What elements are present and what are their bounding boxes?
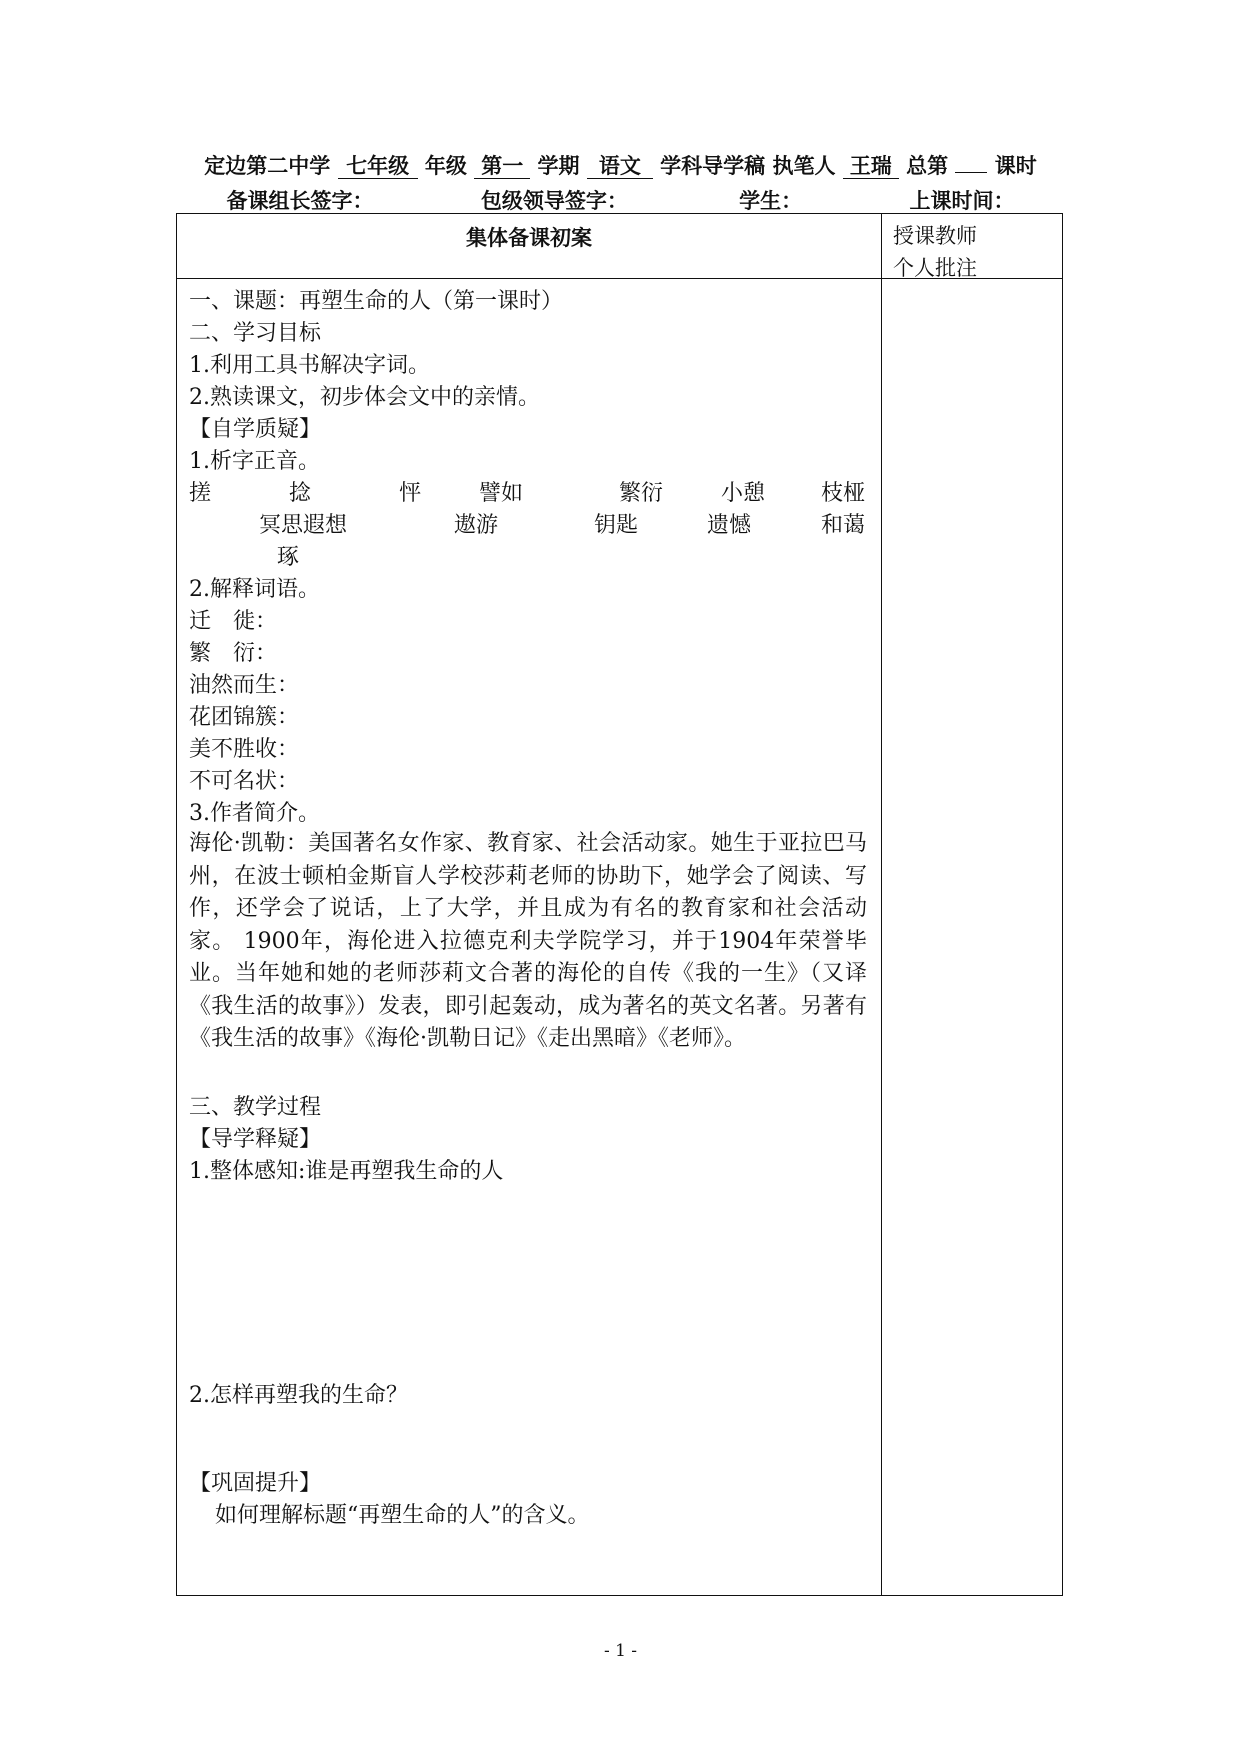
lesson-topic: 一、课题：再塑生命的人（第一课时） [189,289,564,314]
term-item: 不可名状： [189,769,300,794]
guided-question-2: 2.怎样再塑我的生命？ [189,1383,408,1408]
word: 譬如 [479,481,524,506]
teacher-notes-header [893,220,977,284]
word: 搓 [189,481,212,506]
supervisor-sign-label: 包级领导签字： [480,189,628,213]
word: 遨游 [454,513,499,538]
column-divider [881,214,882,1595]
word: 枝桠 [821,481,866,506]
word: 遗憾 [707,513,752,538]
author-value: 王瑞 [843,154,899,179]
grade-label: 年级 [424,154,467,178]
guided-learning-heading: 【导学释疑】 [189,1127,322,1152]
document-title-line [0,150,1241,180]
word: 小憩 [721,481,766,506]
term-item: 油然而生： [189,673,300,698]
word: 和蔼 [821,513,866,538]
total-label: 总第 [906,154,949,178]
grade-value: 七年级 [338,154,418,179]
consolidation-heading: 【巩固提升】 [189,1471,322,1496]
student-sign-label: 学生： [739,189,803,213]
leader-sign-label: 备课组长签字： [226,189,374,213]
word-meaning-question: 2.解释词语。 [189,577,320,602]
word: 怦 [399,481,422,506]
consolidation-question: 如何理解标题“再塑生命的人”的含义。 [215,1503,590,1528]
signature-line [0,185,1241,215]
author-intro-paragraph: 海伦·凯勒：美国著名女作家、教育家、社会活动家。她生于亚拉巴马州，在波士顿柏金斯盲人学校莎莉老师的协助下，她学会了阅读、写作，还学会了说话，上了大学，并且成为有名的教育家和社会活动家。 1900年，海伦进入拉德克利夫学院学习，并于1904年荣誉毕业。当年她和她的老师莎莉文合著的海伦的自传《我的一生》（又译《我生活的故事》）发表，即引起轰动，成为著名的英文名著。另著有《我生活的故事》《海伦·凯勒日记》《走出黑暗》《老师》。 [189,831,867,1051]
word: 捻 [289,481,312,506]
teacher-notes-header-line1: 授课教师 [893,224,977,248]
learning-goal-2: 2.熟读课文，初步体会文中的亲情。 [189,385,540,410]
term-item: 美不胜收： [189,737,300,762]
word: 钥匙 [594,513,639,538]
teaching-process-title: 三、教学过程 [189,1095,322,1120]
learning-goal-1: 1.利用工具书解决字词。 [189,353,430,378]
period-label: 课时 [994,154,1037,178]
leader-sign-blank [374,189,474,214]
term-item: 迁 徙： [189,609,278,634]
student-sign-blank [802,189,902,214]
collective-plan-header: 集体备课初案 [466,226,592,250]
teacher-notes-header-line2: 个人批注 [893,256,977,280]
subject-value: 语文 [587,154,653,179]
supervisor-sign-blank [628,189,732,214]
word: 琢 [277,545,300,570]
guided-question-1: 1.整体感知:谁是再塑我生命的人 [189,1159,504,1184]
class-time-label: 上课时间： [909,189,1015,213]
term-item: 花团锦簇： [189,705,300,730]
term-label: 学期 [537,154,580,178]
self-study-heading: 【自学质疑】 [189,417,322,442]
total-value [955,172,987,173]
lesson-plan-table [176,213,1063,1596]
author-label: 执笔人 [772,154,836,178]
learning-goals-title: 二、学习目标 [189,321,322,346]
author-intro-question: 3.作者简介。 [189,801,320,826]
word: 繁衍 [619,481,664,506]
subject-label: 学科导学稿 [660,154,766,178]
pronunciation-question: 1.析字正音。 [189,449,320,474]
school-name: 定边第二中学 [204,154,331,178]
word: 冥思遐想 [259,513,348,538]
term-value: 第一 [474,154,530,179]
page-number: - 1 - [603,1641,638,1661]
term-item: 繁 衍： [189,641,278,666]
